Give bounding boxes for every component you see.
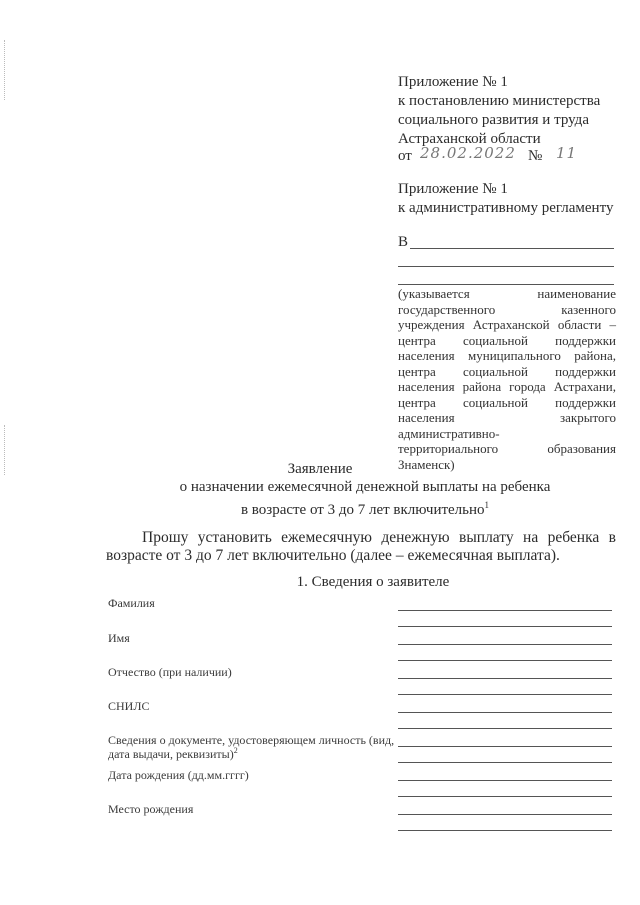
addressee-note-line: населения муниципального района, bbox=[398, 348, 616, 363]
addressee-note-line: (указывается наименование bbox=[398, 286, 616, 301]
name-input-line[interactable] bbox=[398, 660, 612, 661]
scan-margin-artifact bbox=[4, 40, 6, 100]
appendix1-date-handwritten: 28.02.2022 bbox=[420, 144, 516, 162]
document-subtitle-line: в возрасте от 3 до 7 лет включительно$^1$ bbox=[240, 500, 490, 518]
addressee-note-line: государственного казенного bbox=[398, 301, 616, 317]
field-label-surname: Фамилия bbox=[108, 596, 155, 610]
birth-place-input-line[interactable] bbox=[398, 814, 612, 815]
request-text-line1: Прошу установить ежемесячную денежную выплату на ребенка в bbox=[142, 529, 616, 546]
birth-date-input-line[interactable] bbox=[398, 780, 612, 781]
birth-date-input-line[interactable] bbox=[398, 796, 612, 797]
field-label-snils: СНИЛС bbox=[108, 699, 150, 713]
appendix1-number-prefix: № bbox=[528, 148, 543, 164]
appendix1-line: к постановлению министерства bbox=[398, 93, 601, 109]
snils-input-line[interactable] bbox=[398, 712, 612, 713]
id-document-input-line[interactable] bbox=[398, 762, 612, 763]
addressee-note-line: центра социальной поддержки bbox=[398, 332, 616, 348]
addressee-prefix: В bbox=[398, 234, 409, 250]
id-document-input-line[interactable] bbox=[398, 746, 612, 747]
footnote-marker: 1 bbox=[484, 500, 490, 510]
addressee-note-line: учреждения Астраханской области – bbox=[398, 317, 616, 332]
appendix1-line: Астраханской области bbox=[398, 131, 541, 147]
patronymic-input-line[interactable] bbox=[398, 678, 612, 679]
name-input-line[interactable] bbox=[398, 644, 612, 645]
document-title: Заявление bbox=[287, 461, 353, 477]
addressee-note-line: центра социальной поддержки bbox=[398, 363, 616, 379]
field-label-id-document-cont: дата выдачи, реквизиты)$^2$ bbox=[108, 746, 238, 761]
request-text-line2: возрасте от 3 до 7 лет включительно (далее – ежемесячная выплата). bbox=[106, 547, 560, 564]
appendix1-title: Приложение № 1 bbox=[398, 74, 508, 90]
field-label-patronymic: Отчество (при наличии) bbox=[108, 665, 232, 679]
addressee-note-line: территориального образования bbox=[398, 441, 616, 456]
section-heading: 1. Сведения о заявителе bbox=[296, 574, 450, 590]
appendix2-title: Приложение № 1 bbox=[398, 181, 508, 197]
footnote-marker: 2 bbox=[233, 746, 238, 755]
appendix1-number-handwritten: 11 bbox=[556, 144, 578, 162]
field-label-birth-place: Место рождения bbox=[108, 802, 194, 816]
field-label-id-document: Сведения о документе, удостоверяющем личность (вид, bbox=[108, 733, 395, 747]
field-label-name: Имя bbox=[108, 631, 130, 645]
surname-input-line[interactable] bbox=[398, 610, 612, 611]
document-subtitle: о назначении ежемесячной денежной выплаты на ребенка bbox=[179, 479, 551, 495]
addressee-note-line: Знаменск) bbox=[398, 456, 455, 472]
appendix1-line: социального развития и труда bbox=[398, 112, 589, 128]
field-label-birth-date: Дата рождения (дд.мм.гггг) bbox=[108, 768, 249, 782]
addressee-line bbox=[398, 284, 614, 285]
addressee-note bbox=[398, 286, 616, 472]
patronymic-input-line[interactable] bbox=[398, 694, 612, 695]
addressee-line bbox=[398, 266, 614, 267]
addressee-note-line: населения закрытого административно- bbox=[398, 410, 616, 441]
appendix2-line: к административному регламенту bbox=[398, 200, 614, 216]
addressee-note-line: центра социальной поддержки bbox=[398, 394, 616, 410]
birth-place-input-line[interactable] bbox=[398, 830, 612, 831]
snils-input-line[interactable] bbox=[398, 728, 612, 729]
addressee-note-line: населения района города Астрахани, bbox=[398, 379, 616, 394]
appendix1-date-prefix: от bbox=[398, 148, 412, 164]
addressee-line bbox=[410, 248, 614, 249]
surname-input-line[interactable] bbox=[398, 626, 612, 627]
